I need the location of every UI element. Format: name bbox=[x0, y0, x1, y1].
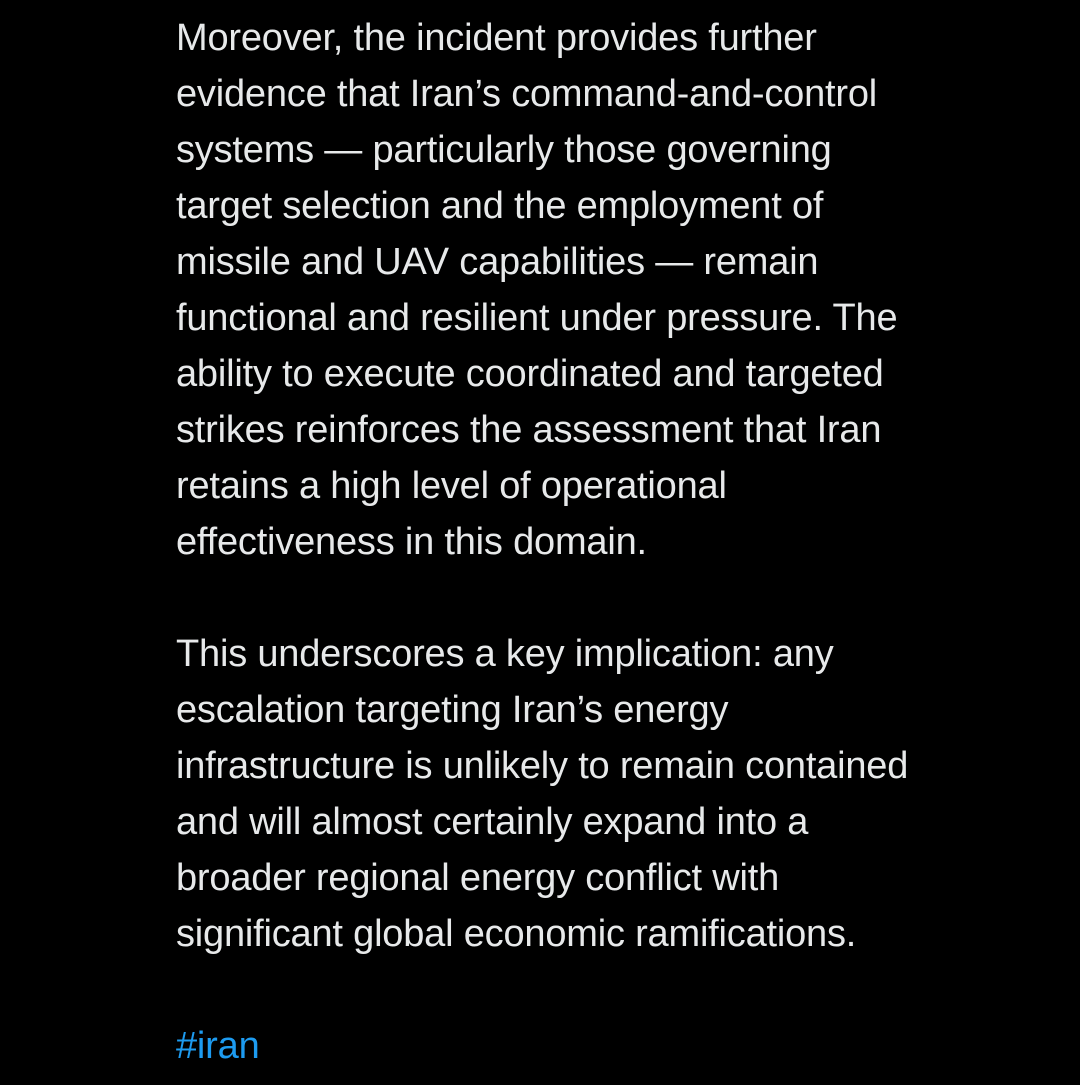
paragraph-gap bbox=[176, 570, 1056, 626]
paragraph-1 bbox=[176, 10, 1056, 570]
text-line: Moreover, the incident provides further bbox=[176, 17, 817, 59]
paragraph-gap bbox=[176, 962, 1056, 1018]
text-line: systems — particularly those governing bbox=[176, 129, 832, 171]
text-line: target selection and the employment of bbox=[176, 185, 824, 227]
hashtag-link[interactable]: #iran bbox=[176, 1025, 260, 1067]
text-line: significant global economic ramifications. bbox=[176, 913, 857, 955]
text-line: This underscores a key implication: any bbox=[176, 633, 834, 675]
text-line: missile and UAV capabilities — remain bbox=[176, 241, 819, 283]
text-line: broader regional energy conflict with bbox=[176, 857, 780, 899]
paragraph-2 bbox=[176, 626, 1056, 962]
text-line: effectiveness in this domain. bbox=[176, 521, 647, 563]
post-text bbox=[176, 10, 1056, 1074]
hashtag-row bbox=[176, 1018, 1056, 1074]
text-line: ability to execute coordinated and targeted bbox=[176, 353, 884, 395]
text-line: functional and resilient under pressure. The bbox=[176, 297, 898, 339]
text-line: and will almost certainly expand into a bbox=[176, 801, 809, 843]
text-line: retains a high level of operational bbox=[176, 465, 727, 507]
text-line: strikes reinforces the assessment that Iran bbox=[176, 409, 882, 451]
text-line: infrastructure is unlikely to remain contained bbox=[176, 745, 909, 787]
text-line: evidence that Iran’s command-and-control bbox=[176, 73, 878, 115]
text-line: escalation targeting Iran’s energy bbox=[176, 689, 729, 731]
